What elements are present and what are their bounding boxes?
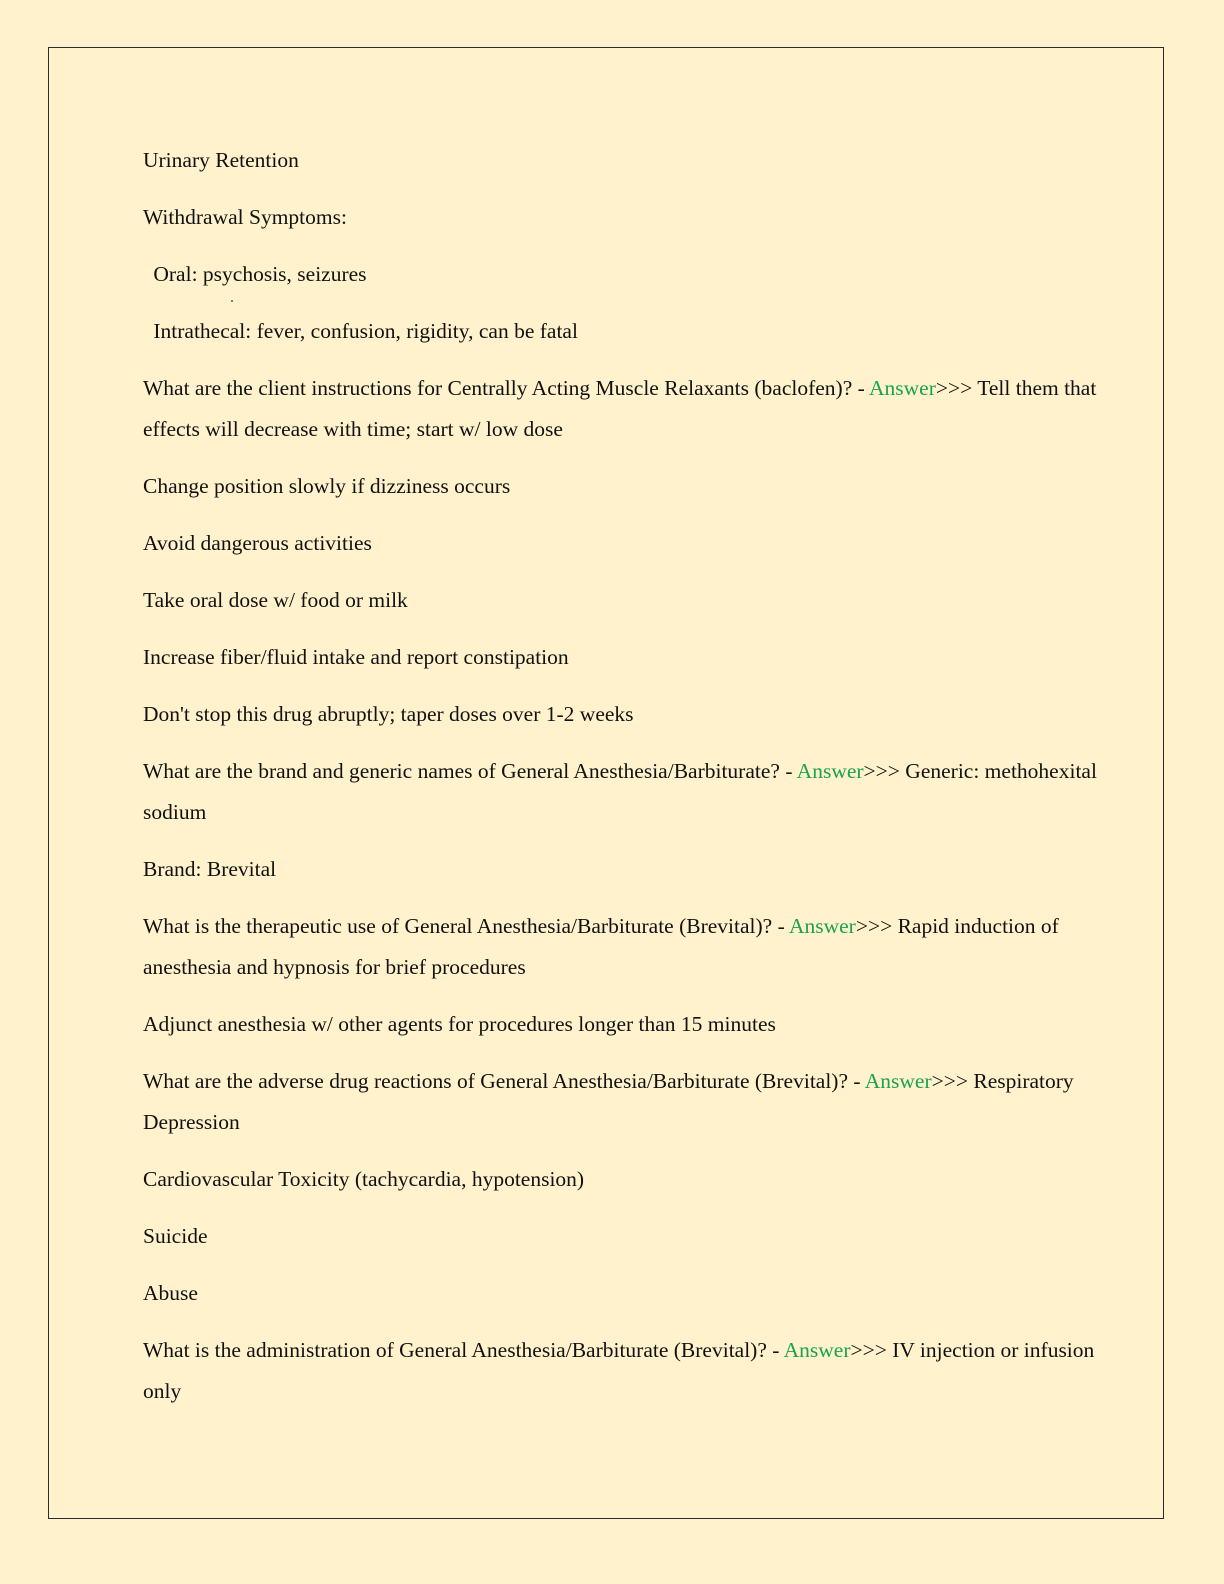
answer-label: Answer bbox=[864, 1069, 932, 1093]
paragraph: Withdrawal Symptoms: bbox=[143, 205, 347, 229]
paragraph: Change position slowly if dizziness occurs bbox=[143, 474, 511, 498]
answer-label: Answer bbox=[868, 376, 936, 400]
question-answer bbox=[143, 751, 1103, 833]
question-answer bbox=[143, 1330, 1103, 1412]
paragraph: Abuse bbox=[143, 1281, 198, 1305]
paragraph: Oral: psychosis, seizures bbox=[148, 262, 367, 286]
answer-label: Answer bbox=[783, 1338, 851, 1362]
question-text: What is the administration of General Anesthesia/Barbiturate (Brevital)? - bbox=[143, 1338, 784, 1362]
question-text: What are the client instructions for Centrally Acting Muscle Relaxants (baclofen)? - bbox=[143, 376, 869, 400]
paragraph: Urinary Retention bbox=[143, 148, 299, 172]
paragraph: Increase fiber/fluid intake and report constipation bbox=[143, 645, 569, 669]
question-text: What are the brand and generic names of General Anesthesia/Barbiturate? - bbox=[143, 759, 797, 783]
answer-text: >>> Respiratory Depression bbox=[143, 1069, 1074, 1134]
paragraph: Intrathecal: fever, confusion, rigidity, can be fatal bbox=[148, 319, 578, 343]
paragraph: Adjunct anesthesia w/ other agents for procedures longer than 15 minutes bbox=[143, 1012, 776, 1036]
paragraph: Brand: Brevital bbox=[143, 857, 277, 881]
question-text: What is the therapeutic use of General Anesthesia/Barbiturate (Brevital)? - bbox=[143, 914, 789, 938]
answer-label: Answer bbox=[796, 759, 864, 783]
question-answer bbox=[143, 368, 1103, 450]
answer-text: >>> IV injection or infusion only bbox=[143, 1338, 1095, 1403]
paragraph: Suicide bbox=[143, 1224, 208, 1248]
question-text: What are the adverse drug reactions of General Anesthesia/Barbiturate (Brevital)? - bbox=[143, 1069, 865, 1093]
answer-text: >>> Generic: methohexital sodium bbox=[143, 759, 1097, 824]
paragraph: Don't stop this drug abruptly; taper doses over 1-2 weeks bbox=[143, 702, 634, 726]
answer-label: Answer bbox=[788, 914, 856, 938]
document-body bbox=[143, 140, 1103, 1428]
paragraph: Cardiovascular Toxicity (tachycardia, hypotension) bbox=[143, 1167, 585, 1191]
answer-text: >>> Rapid induction of anesthesia and hypnosis for brief procedures bbox=[143, 914, 1059, 979]
question-answer bbox=[143, 1061, 1103, 1143]
paragraph: Avoid dangerous activities bbox=[143, 531, 372, 555]
question-answer bbox=[143, 906, 1103, 988]
paragraph: Take oral dose w/ food or milk bbox=[143, 588, 408, 612]
answer-text: >>> Tell them that effects will decrease with time; start w/ low dose bbox=[143, 376, 1097, 441]
